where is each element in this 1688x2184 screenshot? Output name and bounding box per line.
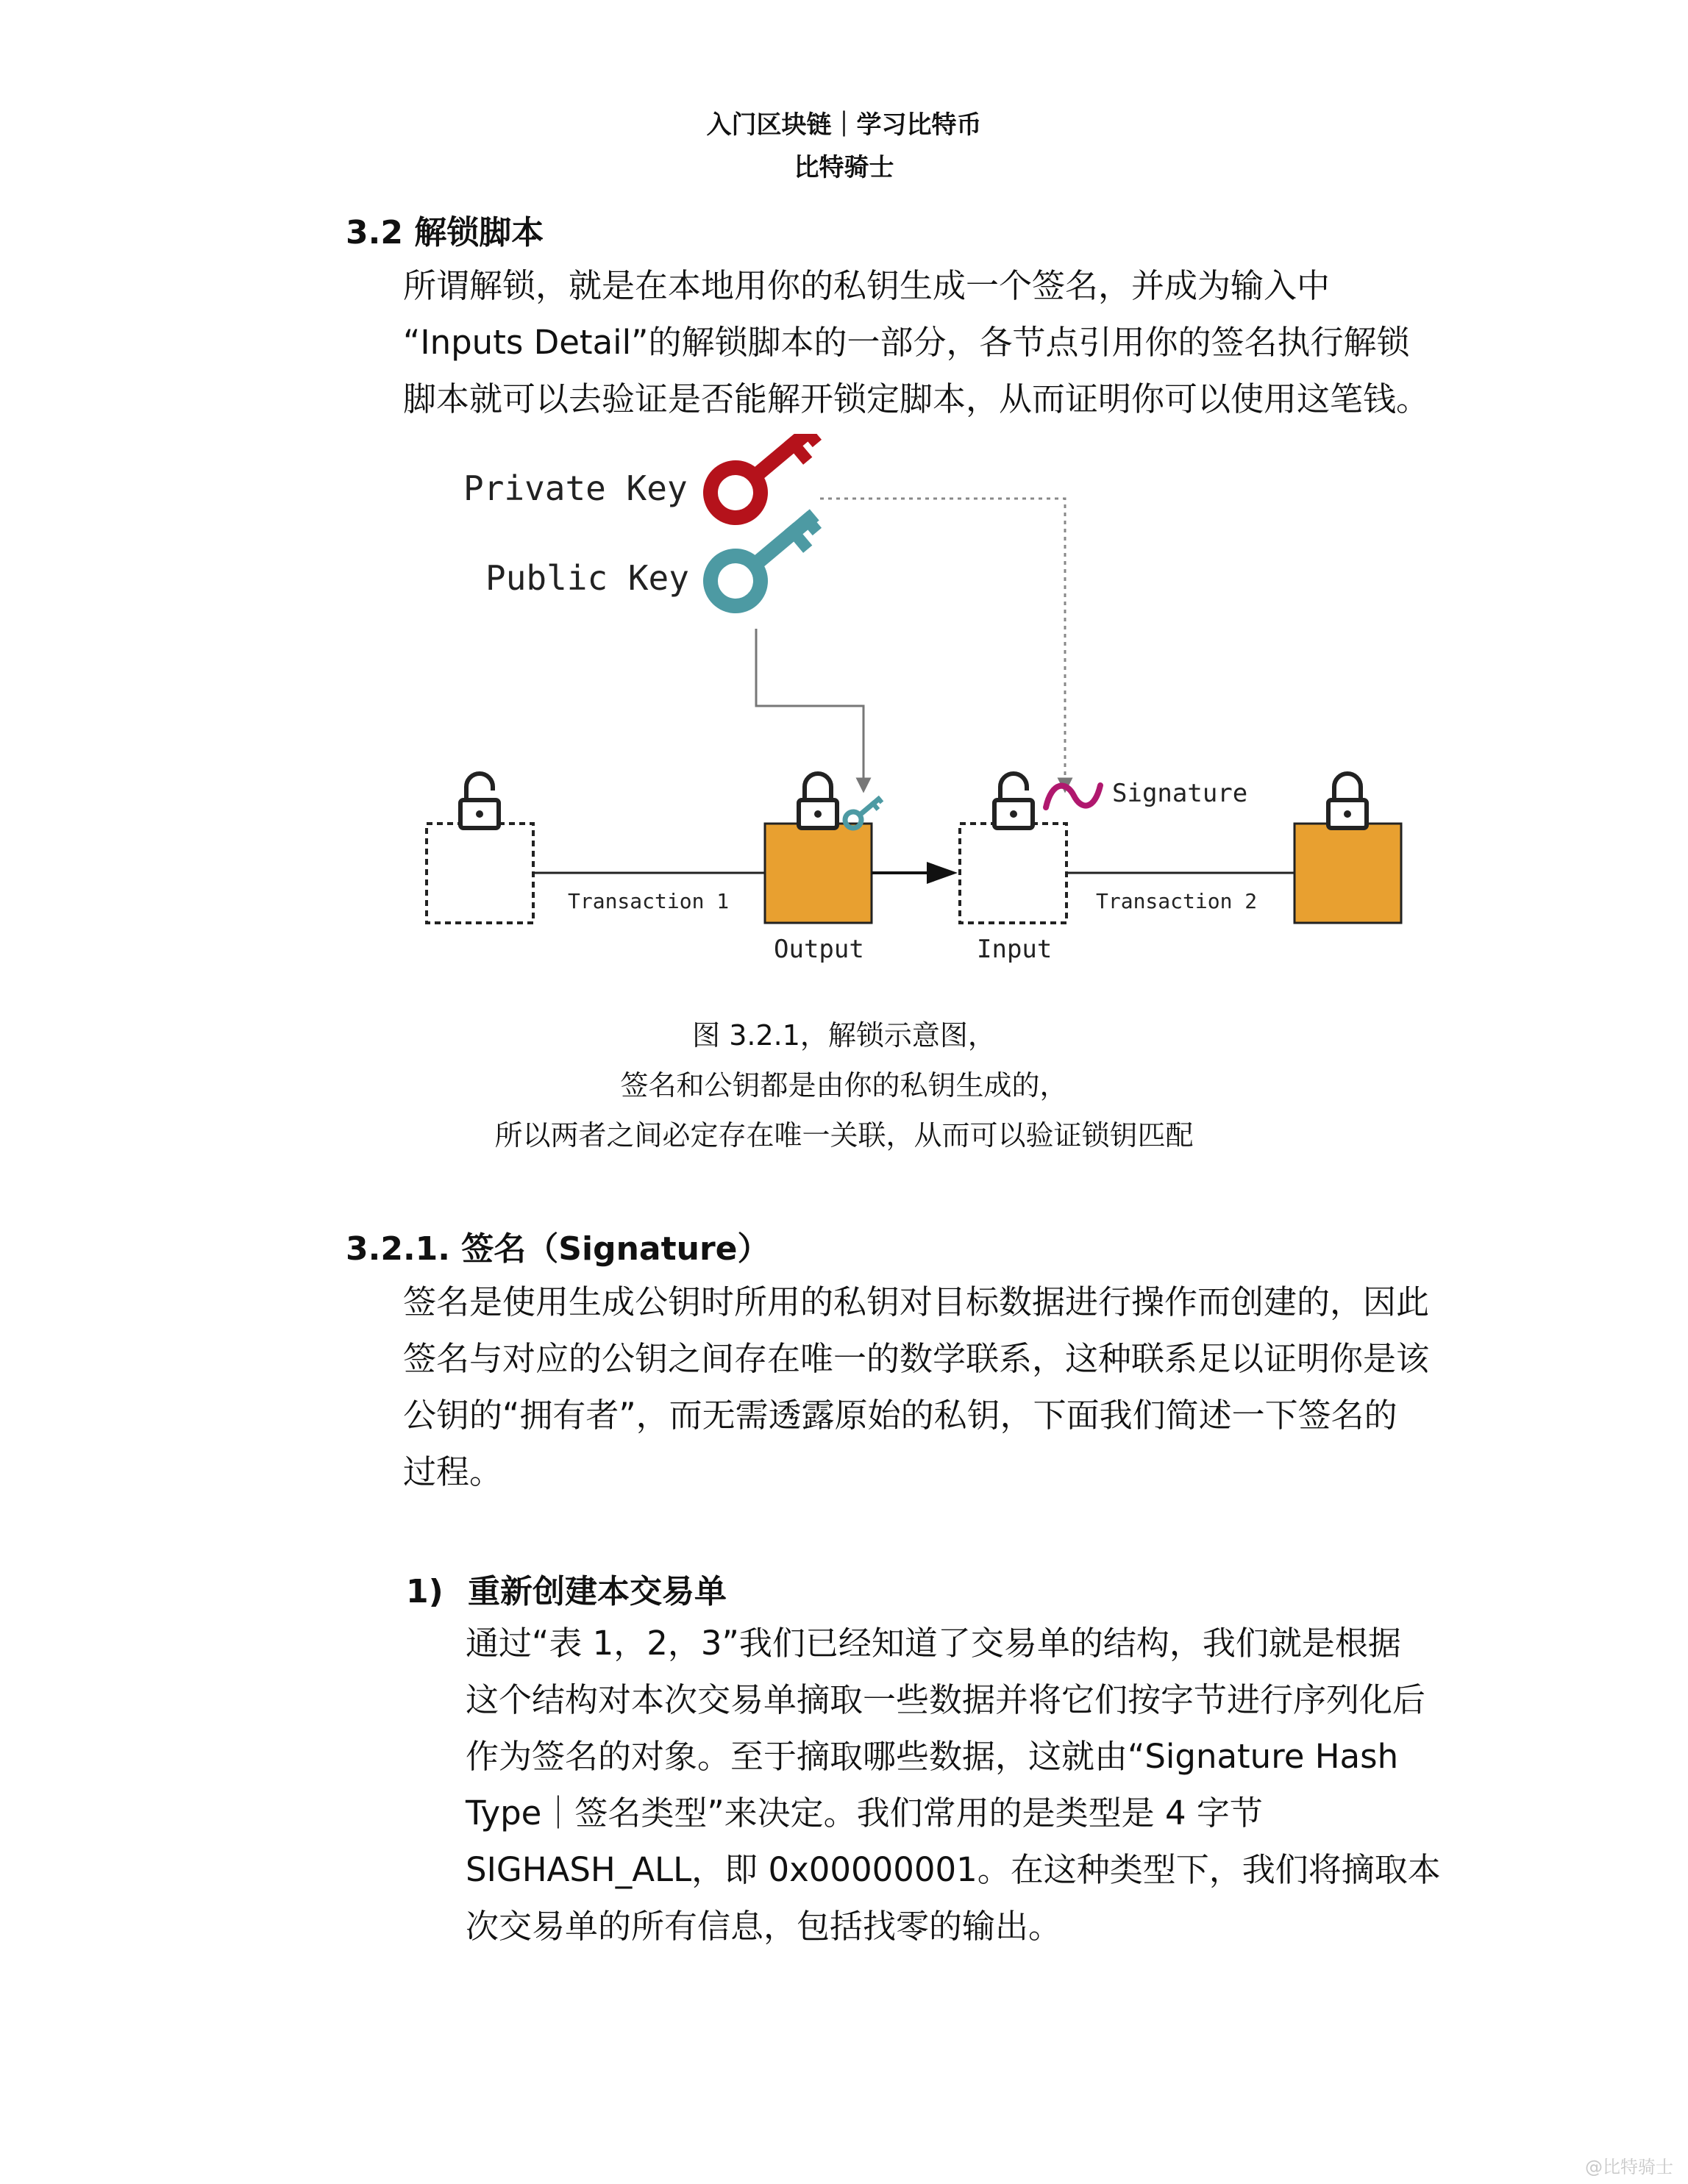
paragraph-line: “Inputs Detail”的解锁脚本的一部分，各节点引用你的签名执行解锁 [403, 323, 1410, 362]
locked-padlock-icon [799, 774, 837, 828]
step-1-heading [406, 1565, 727, 1612]
step-1-paragraph [466, 1615, 1451, 1955]
transaction1-label: Transaction 1 [568, 889, 730, 913]
paragraph-line: Type｜签名类型”来决定。我们常用的是类型是 4 字节 [466, 1794, 1263, 1833]
caption-line: 图 3.2.1，解锁示意图， [692, 1019, 996, 1052]
input-box [960, 824, 1066, 923]
header-title: 入门区块链｜学习比特币 [706, 110, 982, 140]
caption-line: 签名和公钥都是由你的私钥生成的， [620, 1069, 1068, 1102]
step-title: 重新创建本交易单 [468, 1573, 727, 1610]
step-number: 1) [406, 1573, 444, 1610]
input-label: Input [977, 935, 1053, 964]
public-key-to-output-line [756, 629, 863, 785]
transaction2-locked-padlock-icon [1328, 774, 1367, 828]
subsection-title: 3.2.1. 签名（Signature） [346, 1230, 770, 1268]
transaction1-input-box [427, 824, 533, 923]
paragraph-line: 通过“表 1，2，3”我们已经知道了交易单的结构，我们就是根据 [466, 1624, 1401, 1663]
output-box [765, 824, 872, 923]
paragraph-line: 脚本就可以去验证是否能解开锁定脚本，从而证明你可以使用这笔钱。 [403, 379, 1430, 418]
private-key-label: Private Key [463, 468, 688, 508]
paragraph-line: SIGHASH_ALL，即 0x00000001。在这种类型下，我们将摘取本 [466, 1850, 1441, 1889]
output-label: Output [774, 935, 864, 964]
paragraph-line: 签名是使用生成公钥时所用的私钥对目标数据进行操作而创建的，因此 [403, 1282, 1430, 1321]
output-to-input-arrowhead [927, 862, 958, 884]
paragraph-line: 这个结构对本次交易单摘取一些数据并将它们按字节进行序列化后 [466, 1680, 1426, 1719]
unlock-diagram [412, 434, 1427, 978]
transaction2-label: Transaction 2 [1096, 889, 1258, 913]
public-key-label: Public Key [485, 558, 689, 598]
unlocked-padlock-icon [460, 774, 499, 828]
caption-line: 所以两者之间必定存在唯一关联，从而可以验证锁钥匹配 [494, 1119, 1194, 1152]
paragraph-line: 所谓解锁，就是在本地用你的私钥生成一个签名，并成为输入中 [403, 266, 1331, 305]
signature-label: Signature [1112, 779, 1248, 808]
transaction2-output-box [1295, 824, 1401, 923]
paragraph-line: 公钥的“拥有者”，而无需透露原始的私钥，下面我们简述一下签名的 [403, 1396, 1397, 1435]
paragraph-line: 作为签名的对象。至于摘取哪些数据，这就由“Signature Hash [466, 1737, 1399, 1776]
signature-icon [1046, 785, 1100, 807]
paragraph-line: 签名与对应的公钥之间存在唯一的数学联系，这种联系足以证明你是该 [403, 1339, 1430, 1378]
paragraph-line: 过程。 [403, 1452, 503, 1491]
header-subtitle: 比特骑士 [794, 153, 894, 182]
private-key-to-signature-line [820, 499, 1065, 785]
section-paragraph [403, 257, 1447, 427]
figure-caption [0, 1010, 1688, 1160]
subsection-paragraph [403, 1274, 1447, 1500]
watermark: @比特骑士 [1585, 2157, 1673, 2177]
input-unlocked-padlock-icon [994, 774, 1033, 828]
section-title: 3.2 解锁脚本 [346, 214, 544, 251]
paragraph-line: 次交易单的所有信息，包括找零的输出。 [466, 1907, 1062, 1946]
